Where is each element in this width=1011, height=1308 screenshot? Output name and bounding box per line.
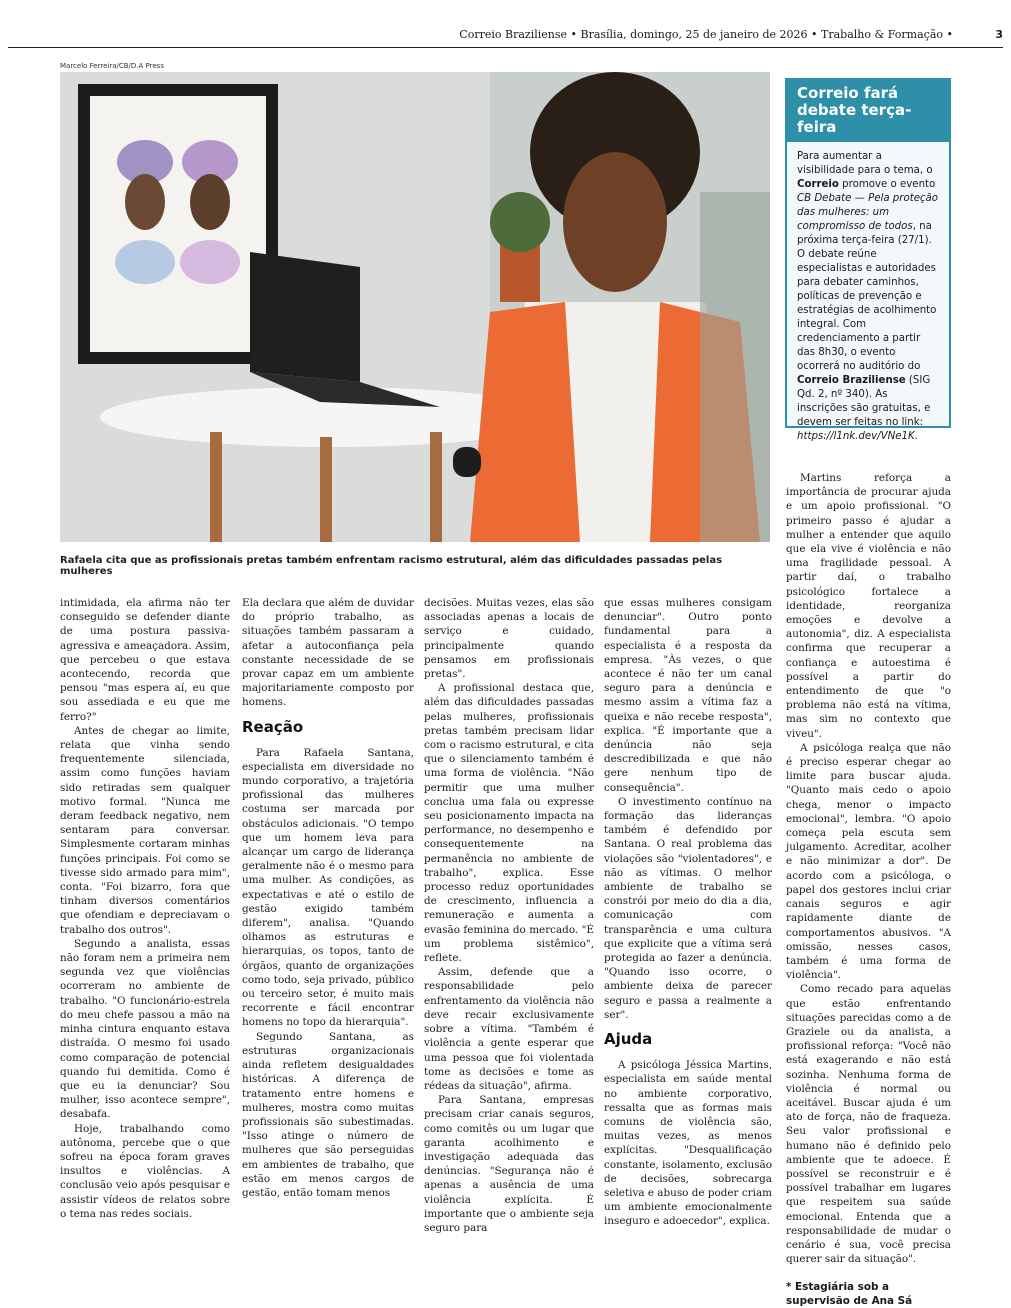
article-column-5 bbox=[786, 471, 951, 1308]
article-column-1 bbox=[60, 596, 230, 1221]
laptop-screen bbox=[250, 252, 360, 382]
paragraph: decisões. Muitas vezes, elas são associadas apenas a locais de serviço e cuidado, principalmente quando pensamos em profissionais pretas". bbox=[424, 597, 594, 681]
page-header bbox=[8, 28, 1003, 48]
article-photo bbox=[60, 72, 770, 542]
paragraph: A profissional destaca que, além das dificuldades passadas pelas mulheres, profissionais pretas também precisam lidar com o racismo estrutural, e cita que o silenciamento também é uma forma de violência. "Não permitir que uma mulher conclua uma fala ou expresse seu posicionamento impacta na performance, no desempenho e consequentemente na permanência no ambiente de trabalho", explica. Esse processo reduz oportunidades de crescimento, influencia a remuneração e aumenta a evasão feminina do mercado. "É um problema sistêmico", reflete. bbox=[424, 682, 594, 965]
sidebar-text-4: (SIG Qd. 2, nº 340). As inscrições são gratuitas, e devem ser feitas no link: bbox=[797, 375, 931, 428]
paragraph: que essas mulheres consigam denunciar". Outro ponto fundamental para a especialista é a resposta da empresa. "Às vezes, o que acontece é não ter um canal seguro para a denúncia e mesmo assim a vítima faz a queixa e não recebe resposta", explica. "É importante que a denúncia não seja descredibilizada e que não gere nenhum tipo de consequência". bbox=[604, 597, 772, 794]
paragraph: Assim, defende que a responsabilidade pelo enfrentamento da violência não deve recair exclusivamente sobre a vítima. "Também é violência a gente esperar que uma pessoa que foi violentada tome as decisões e tome as rédeas da situação", afirma. bbox=[424, 966, 594, 1092]
paragraph: O investimento contínuo na formação das lideranças também é defendido por Santana. O real problema das violações são "violentadores", e não as vítimas. O melhor ambiente de trabalho se constrói por meio do dia a dia, comunicação com transparência e uma cultura que explicite que a vítima será protegida ao fazer a denúncia. "Quando isso ocorre, o ambiente deixa de parecer seguro e passa a realmente a ser". bbox=[604, 795, 772, 1021]
sidebar-text-2: promove o evento bbox=[838, 179, 936, 190]
author-note: * Estagiária sob a supervisão de Ana Sá bbox=[786, 1281, 913, 1308]
article-column-3 bbox=[424, 596, 594, 1235]
sidebar-bold-1: Correio bbox=[797, 179, 839, 190]
sidebar-text-3: , na próxima terça-feira (27/1). O debate reúne especialistas e autoridades para debater caminhos, políticas de prevenção e estratégias de acolhimento integral. Com credenciamento a partir das 8h30, o evento ocorrerá no auditório do bbox=[797, 221, 937, 372]
paragraph: Ela declara que além de duvidar do próprio trabalho, as situações também passaram a afetar a autoconfiança pela constante necessidade de se provar capaz em um ambiente majoritariamente composto por homens. bbox=[242, 597, 414, 709]
face bbox=[563, 152, 667, 292]
paragraph: Hoje, trabalhando como autônoma, percebe que o que sofreu na época foram graves insultos e violências. A conclusão veio após pesquisar e assistir vídeos de relatos sobre o tema nas redes sociais. bbox=[60, 1122, 230, 1220]
paragraph: Segundo a analista, essas não foram nem a primeira nem segunda vez que violências ocorreram no ambiente de trabalho. "O funcionário-estrela do meu chefe passou a mão na minha cintura enquanto estava distraída. O mesmo foi usado como comparação de potencial quando fui demitida. Como é que eu ia denunciar? Sou mulher, isso acontece sempre", desabafa. bbox=[60, 937, 230, 1121]
sidebar-bold-2: Correio Braziliense bbox=[797, 375, 906, 386]
sidebar-text-5: . bbox=[914, 431, 918, 442]
sidebar-event-name: CB Debate — Pela proteção das mulheres: um compromisso de todos bbox=[797, 193, 939, 232]
paragraph: Como recado para aquelas que estão enfrentando situações parecidas como a de Graziele ou da analista, a profissional reforça: "Você não está exagerando e não está sozinha. Nenhuma forma de violência é normal ou aceitável. Buscar ajuda é um ato de força, não de fraqueza. Seu valor profissional e humano não é definido pelo ambiente que te adoece. É possível se reconstruir e é possível trabalhar em lugares que respeitem sua saúde emocional. Entenda que a responsabilidade de mudar o cenário é sua, você precisa querer sair da situação". bbox=[786, 983, 951, 1266]
paragraph: A psicóloga realça que não é preciso esperar chegar ao limite para buscar ajuda. "Quanto mais cedo o apoio chega, menor o impacto emocional", lembra. "O apoio começa pela escuta sem julgamento. Acreditar, acolher e não minimizar a dor". De acordo com a psicóloga, o papel dos gestores inclui criar canais seguros e agir rapidamente diante de comportamentos abusivos. "A omissão, nesses casos, também é uma forma de violência". bbox=[786, 741, 951, 982]
paragraph: intimidada, ela afirma não ter conseguido se defender diante de uma postura passiva-agressiva e ameaçadora. Assim, que percebeu o que estava acontecendo, recorda que pensou "mas espera aí, eu que sou assediada e eu que me ferro?" bbox=[60, 597, 230, 723]
paragraph: Para Rafaela Santana, especialista em diversidade no mundo corporativo, a trajetória profissional das mulheres costuma ser marcada por obstáculos adicionais. "O tempo que um homem leva para alcançar um cargo de liderança geralmente não é o mesmo para uma mulher. As condições, as expectativas e até o estilo de gestão exigido também diferem", analisa. "Quando olhamos as estruturas e hierarquias, os topos, tanto de órgãos, quanto de organizações como todo, seja privado, público ou terceiro setor, é muito mais recorrente e fácil encontrar homens no topo da hierarquia". bbox=[242, 746, 414, 1029]
photo-illustration bbox=[60, 72, 770, 542]
watch bbox=[453, 447, 481, 477]
sidebar-text bbox=[787, 142, 949, 444]
article-column-4 bbox=[604, 596, 772, 1229]
event-sidebar-box bbox=[785, 78, 951, 442]
article-column-2 bbox=[242, 596, 414, 1200]
sidebar-title: Correio fará debate terça-feira bbox=[787, 80, 949, 142]
subheading-ajuda: Ajuda bbox=[604, 1030, 653, 1049]
paragraph: Antes de chegar ao limite, relata que vinha sendo frequentemente silenciada, assim como funções haviam sido retiradas sem qualquer motivo formal. "Nunca me deram feedback negativo, nem sentaram para conversar. Simplesmente cortaram minhas funções principais. Foi como se tivesse sido armado para mim", conta. "Foi bizarro, fora que tinham diversos comentários que ofendiam e depreciavam o trabalho dos outros". bbox=[60, 724, 230, 936]
paragraph: Para Santana, empresas precisam criar canais seguros, como comitês ou um lugar que garanta acolhimento e investigação adequada das denúncias. "Segurança não é apenas a ausência de uma violência explícita. É importante que o ambiente seja seguro para bbox=[424, 1094, 594, 1234]
sidebar-link[interactable]: https://l1nk.dev/VNe1K bbox=[797, 431, 915, 442]
paragraph: A psicóloga Jéssica Martins, especialista em saúde mental no ambiente corporativo, ressalta que as formas mais comuns de violência são, muitas vezes, as menos explícitas. "Desqualificação constante, isolamento, exclusão de decisões, sobrecarga seletiva e abuso de poder criam um ambiente emocionalmente inseguro e adoecedor", explica. bbox=[604, 1059, 772, 1228]
photo-caption: Rafaela cita que as profissionais pretas também enfrentam racismo estrutural, além das dificuldades passadas pelas mulheres bbox=[60, 555, 723, 577]
photo-credit: Marcelo Ferreira/CB/D.A Press bbox=[60, 62, 164, 70]
subheading-reacao: Reação bbox=[242, 717, 304, 736]
paragraph: Segundo Santana, as estruturas organizacionais ainda refletem desigualdades históricas. A diferença de tratamento entre homens e mulheres, mostra como muitas profissionais são subestimadas. "Isso atinge o número de mulheres que são perseguidas em ambientes de trabalho, que estão em menos cargos de gestão, então tomam menos bbox=[242, 1030, 414, 1199]
paragraph: Martins reforça a importância de procurar ajuda e um apoio profissional. "O primeiro passo é ajudar a mulher a entender que aquilo que ela vive é violência e não uma fragilidade pessoal. A partir daí, o trabalho psicológico fortalece a identidade, reorganiza emoções e devolve a autonomia", diz. A especialista confirma que recuperar a confiança e autoestima é possível a partir do entendimento de que "o problema não está na vítima, mas sim no contexto que viveu". bbox=[786, 472, 951, 740]
header-text: Correio Braziliense • Brasília, domingo, 25 de janeiro de 2026 • Trabalho & Formação • bbox=[459, 28, 953, 41]
page-number: 3 bbox=[995, 28, 1003, 41]
sidebar-text-1: Para aumentar a visibilidade para o tema, o bbox=[797, 151, 933, 176]
